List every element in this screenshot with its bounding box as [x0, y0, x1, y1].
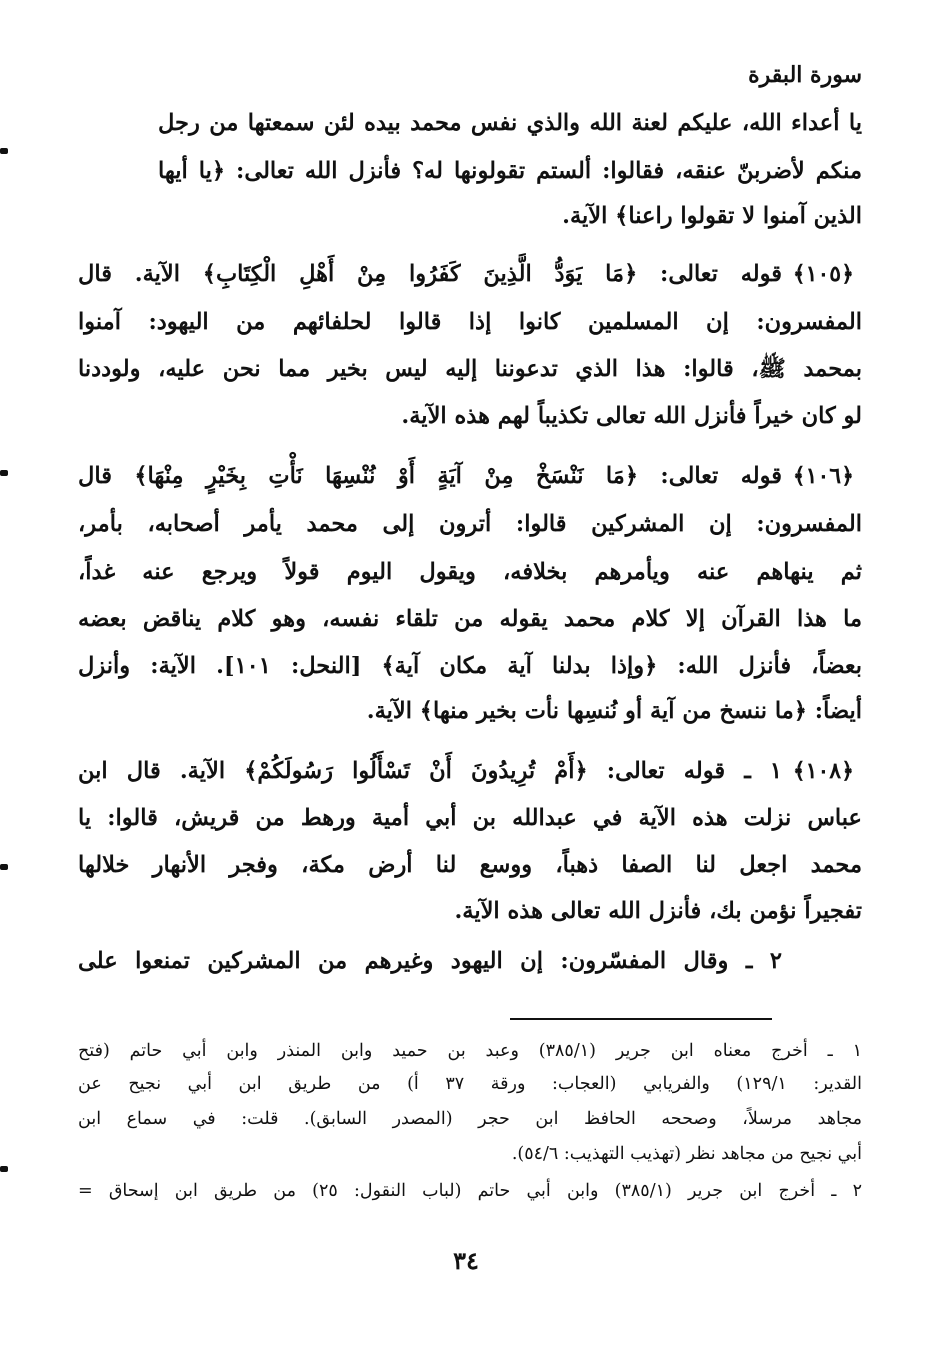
- section-line: بعضاً، فأنزل الله: ﴿وإذا بدلنا آية مكان آية﴾ [النحل: ١٠١]. الآية: وأنزل: [78, 653, 862, 679]
- intro-line: يا أعداء الله، عليكم لعنة الله والذي نفس محمد بيده لئن سمعتها من رجل: [158, 110, 862, 136]
- footnote-line: القدير: ١٢٩/١) والفريابي (العجاب: ورقة ٣٧ أ) من طريق ابن أبي نجيح عن: [78, 1074, 862, 1094]
- section-line: أيضاً: ﴿ما ننسخ من آية أو نُنسِها نأت بخير منها﴾ الآية.: [366, 698, 862, 724]
- footnote-line: مجاهد مرسلاً، وصححه الحافظ ابن حجر (المصدر السابق). قلت: في سماع ابن: [78, 1109, 862, 1129]
- section-line: محمد اجعل لنا الصفا ذهباً، ووسع لنا أرض مكة، وفجر الأنهار خلالها: [78, 852, 862, 878]
- section-line: ما هذا القرآن إلا كلام محمد يقوله من تلقاء نفسه، وهو كلام يناقض بعضه: [78, 606, 862, 632]
- intro-line: منكم لأضربنّ عنقه، فقالوا: ألستم تقولونها له؟ فأنزل الله تعالى: ﴿يا أيها: [158, 158, 862, 184]
- verse-number: ﴿١٠٨﴾: [792, 758, 854, 784]
- page-number: ٣٤: [453, 1246, 479, 1275]
- section-line: بمحمد ﷺ، قالوا: هذا الذي تدعوننا إليه ليس بخير مما نحن عليه، ولوددنا: [78, 356, 862, 382]
- margin-mark: [0, 470, 8, 476]
- margin-mark: [0, 864, 8, 870]
- margin-mark: [0, 1166, 8, 1172]
- verse-number: ﴿١٠٦﴾: [792, 463, 854, 489]
- margin-mark: [0, 148, 8, 154]
- section-line: لو كان خيراً فأنزل الله تعالى تكذيباً لهم هذه الآية.: [401, 403, 862, 429]
- section-line: قوله تعالى: ﴿مَا يَوَدُّ الَّذِينَ كَفَرُوا مِنْ أَهْلِ الْكِتَابِ﴾ الآية. قال: [78, 261, 782, 287]
- section-line: ١ ـ قوله تعالى: ﴿أَمْ تُرِيدُونَ أَنْ تَسْأَلُوا رَسُولَكُمْ﴾ الآية. قال ابن: [78, 758, 782, 784]
- footnote-line: أبي نجيح من مجاهد نظر (تهذيب التهذيب: ٥٤/٦).: [511, 1144, 862, 1164]
- surah-title: سورة البقرة: [748, 62, 862, 88]
- section-line: تفجيراً نؤمن بك، فأنزل الله تعالى هذه الآية.: [454, 898, 862, 924]
- section-line: المفسرون: إن المسلمين كانوا إذا قالوا لحلفائهم من اليهود: آمنوا: [78, 309, 862, 335]
- section-line: عباس نزلت هذه الآية في عبدالله بن أبي أمية ورهط من قريش، قالوا: يا: [78, 805, 862, 831]
- intro-line: الذين آمنوا لا تقولوا راعنا﴾ الآية.: [562, 203, 862, 229]
- section-line: ثم ينهاهم عنه ويأمرهم بخلافه، ويقول اليوم قولاً ويرجع عنه غداً،: [78, 559, 862, 585]
- section-line: ٢ ـ وقال المفسّرون: إن اليهود وغيرهم من المشركين تمنعوا على: [78, 948, 782, 974]
- footnote-separator: [510, 1018, 772, 1020]
- footnote-line: ١ ـ أخرج معناه ابن جرير (٣٨٥/١) وعبد بن حميد وابن المنذر وابن أبي حاتم (فتح: [78, 1041, 862, 1061]
- section-line: قوله تعالى: ﴿مَا نَنْسَخْ مِنْ آيَةٍ أَوْ نُنْسِهَا نَأْتِ بِخَيْرٍ مِنْهَا﴾ قال: [78, 463, 782, 489]
- footnote-line: ٢ ـ أخرج ابن جرير (٣٨٥/١) وابن أبي حاتم (لباب النقول: ٢٥) من طريق ابن إسحاق =: [78, 1181, 863, 1201]
- verse-number: ﴿١٠٥﴾: [792, 261, 854, 287]
- section-line: المفسرون: إن المشركين قالوا: أترون إلى محمد يأمر أصحابه، بأمر،: [78, 511, 862, 537]
